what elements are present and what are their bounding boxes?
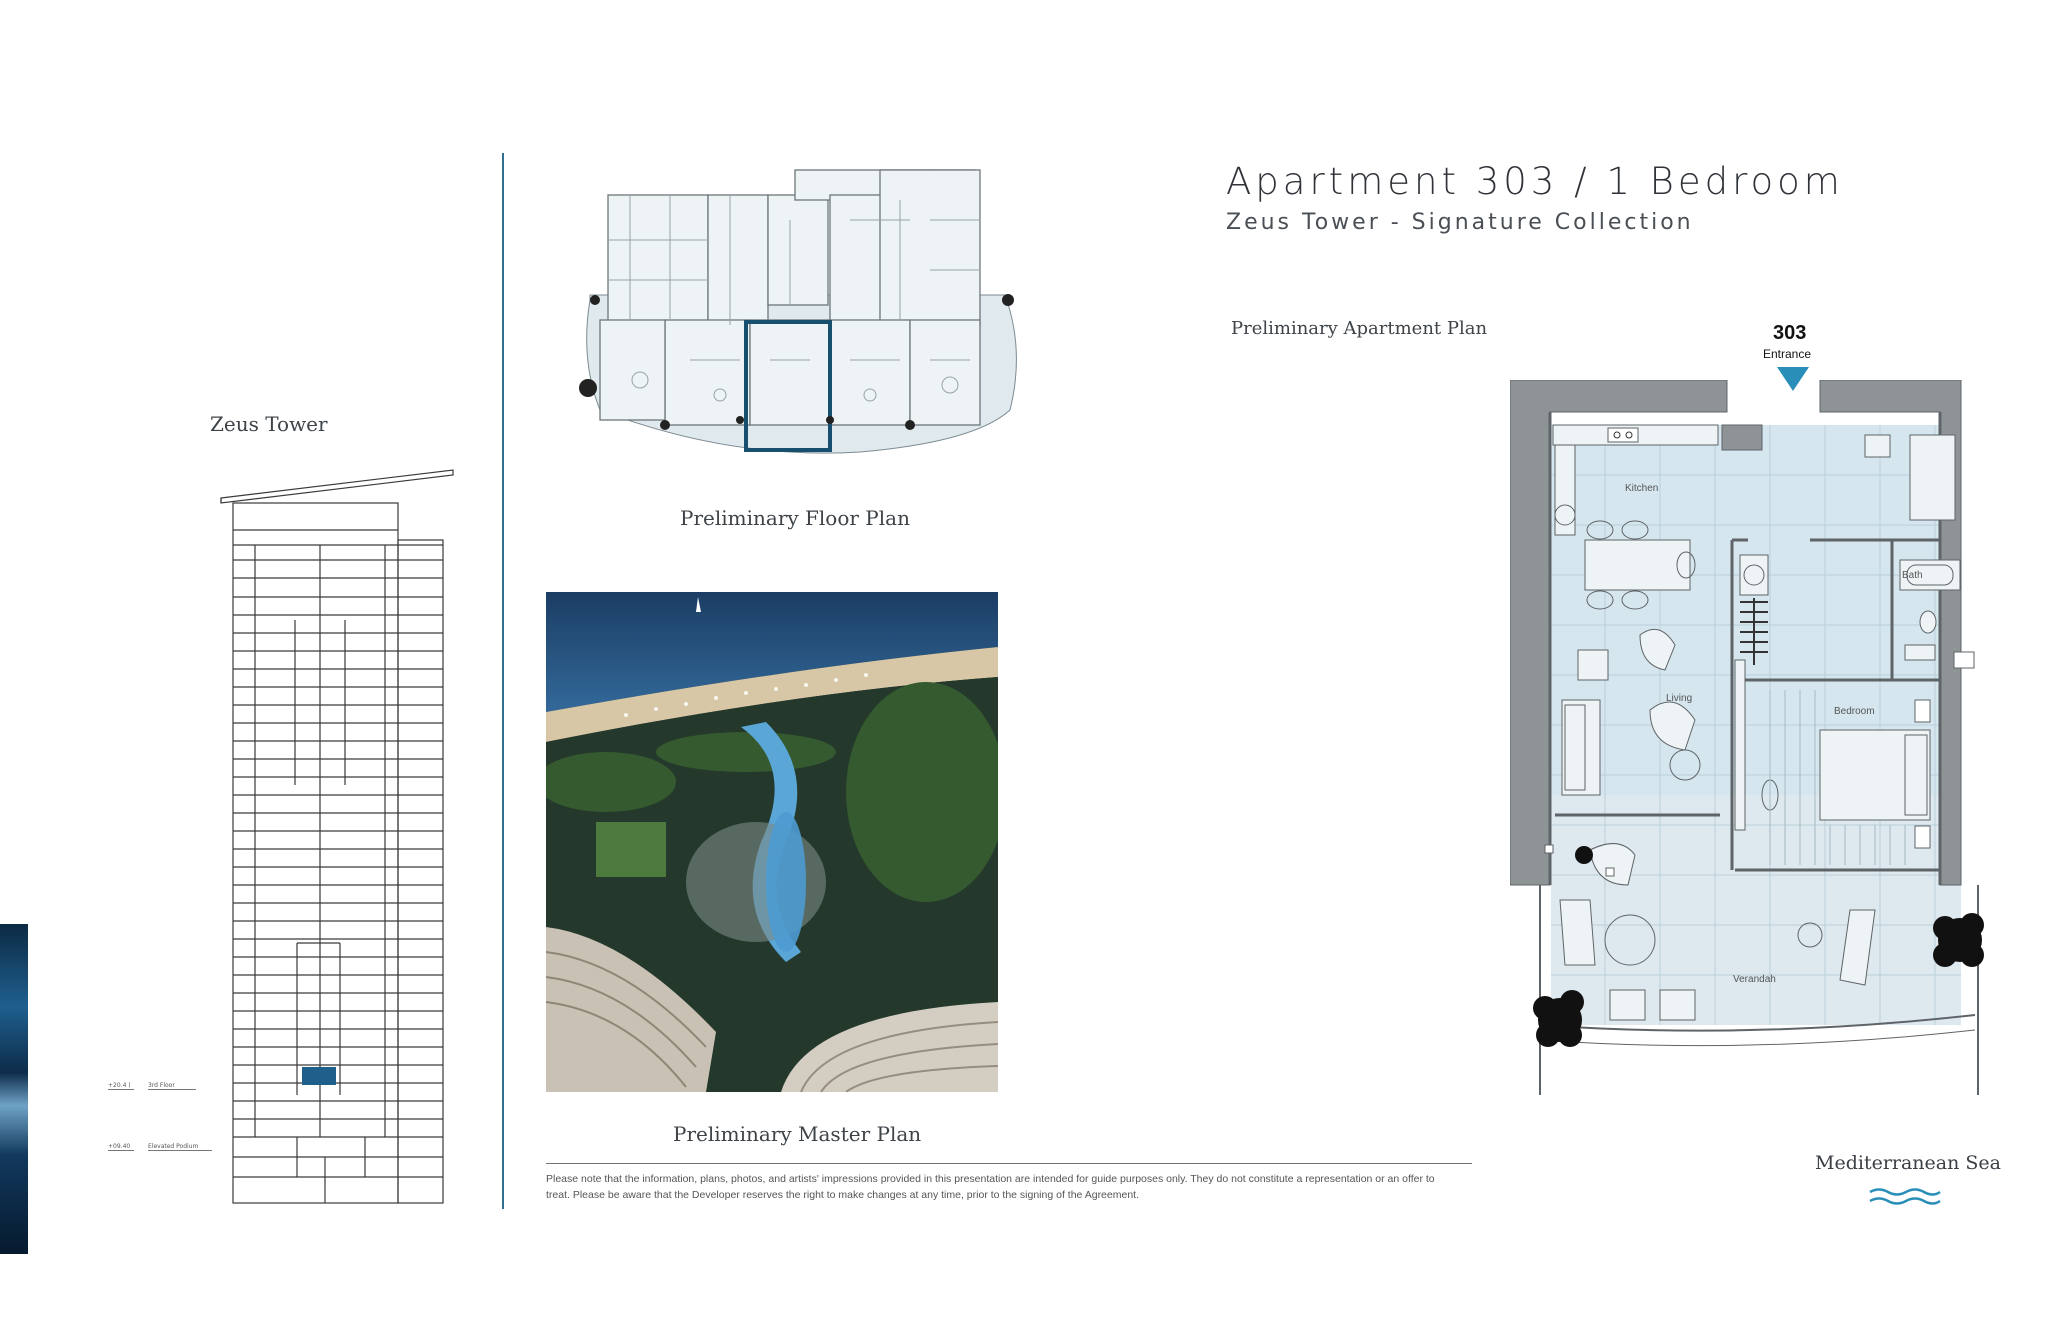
side-image-fragment: [0, 924, 28, 1254]
room-label-bedroom: Bedroom: [1834, 706, 1875, 717]
level-name: Elevated Podium: [148, 1143, 212, 1151]
master-plan-image: [546, 592, 998, 1092]
waves-icon: [1868, 1186, 1942, 1208]
entrance-label: Entrance: [1763, 347, 1812, 361]
page-title: Apartment 303 / 1 Bedroom: [1226, 160, 1844, 203]
disclaimer-rule: [546, 1163, 1472, 1164]
room-label-kitchen: Kitchen: [1625, 483, 1659, 494]
disclaimer-text: Please note that the information, plans, photos, and artists' impressions provided in this presentation are intended for guide purposes only. They do not constitute a representation or an offer to treat. Please be aware that the Developer reserves the right to make changes at any time, prior to the signing of the Agreement.: [546, 1173, 1435, 1201]
level-name: 3rd Floor: [148, 1082, 196, 1090]
room-label-verandah: Verandah: [1733, 974, 1776, 985]
level-elevation: +20.4 ): [108, 1082, 134, 1090]
apartment-plan-caption: Preliminary Apartment Plan: [1231, 318, 1488, 339]
room-label-bath: Bath: [1902, 570, 1923, 581]
sea-label: Mediterranean Sea: [1815, 1152, 2001, 1174]
room-label-living: Living: [1666, 693, 1693, 704]
vertical-divider: [502, 153, 504, 1209]
unit-number: 303: [1773, 322, 1807, 344]
level-elevation: +09.40: [108, 1143, 134, 1151]
tower-label: Zeus Tower: [210, 412, 328, 436]
page-subtitle: Zeus Tower - Signature Collection: [1226, 210, 1694, 235]
floor-plan-caption: Preliminary Floor Plan: [680, 506, 910, 530]
floor-plan-drawing: [570, 160, 1020, 465]
tower-elevation-drawing: [215, 465, 455, 1210]
master-plan-caption: Preliminary Master Plan: [673, 1122, 922, 1146]
apartment-plan-drawing: [1510, 380, 2000, 1105]
